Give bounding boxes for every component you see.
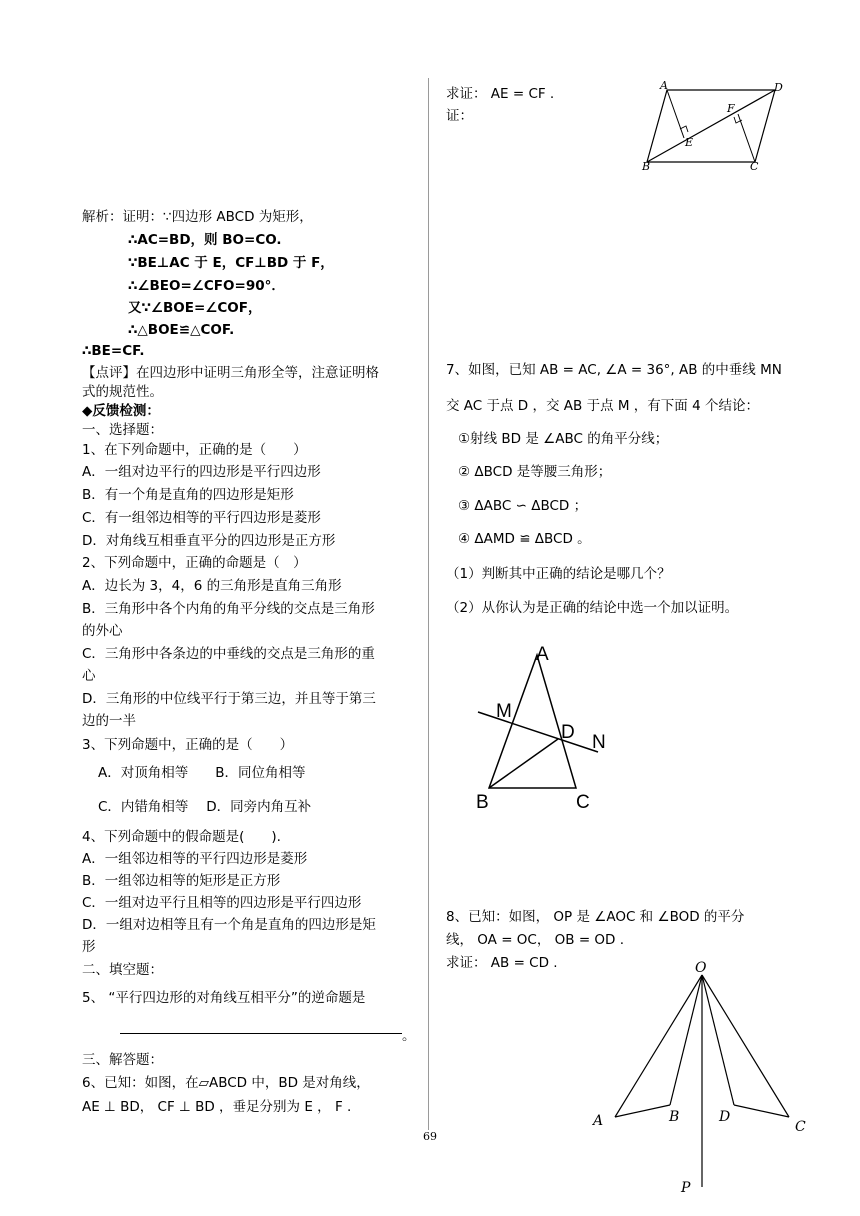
analysis-line-1: 解析：证明：∵四边形 ABCD 为矩形， bbox=[82, 209, 313, 225]
isosceles-triangle-figure bbox=[470, 640, 620, 815]
q3-options-ab: A．对顶角相等 B．同位角相等 bbox=[98, 765, 306, 781]
parallelogram-figure bbox=[640, 80, 785, 170]
q2-stem: 2、下列命题中，正确的命题是（ ） bbox=[82, 555, 307, 571]
fig7-label-m: M bbox=[496, 701, 512, 722]
q7-conclusion-3: ③ ΔABC ∽ ΔBCD ； bbox=[458, 498, 588, 514]
analysis-line-3: ∵BE⊥AC 于 E，CF⊥BD 于 F， bbox=[128, 255, 334, 271]
fig8-label-d: D bbox=[719, 1109, 731, 1125]
fig7-label-b: B bbox=[476, 792, 489, 813]
section-answer-title: 三、解答题： bbox=[82, 1052, 163, 1068]
q4-option-a: A．一组邻边相等的平行四边形是菱形 bbox=[82, 851, 308, 867]
q7-line-1: 7、如图，已知 AB = AC, ∠A = 36°, AB 的中垂线 MN bbox=[446, 362, 782, 378]
analysis-line-6: ∴△BOE≌△COF. bbox=[128, 322, 235, 338]
q3-stem: 3、下列命题中，正确的是（ ） bbox=[82, 737, 294, 753]
page-number: 69 bbox=[423, 1130, 437, 1143]
comment-line-1: 【点评】在四边形中证明三角形全等，注意证明格 bbox=[82, 365, 379, 381]
comment-line-2: 式的规范性。 bbox=[82, 384, 163, 400]
q1-option-b: B．有一个角是直角的四边形是矩形 bbox=[82, 487, 294, 503]
q8-line-1: 8、已知：如图， OP 是 ∠AOC 和 ∠BOD 的平分 bbox=[446, 909, 745, 925]
fig6-label-a: A bbox=[660, 80, 668, 92]
q4-stem: 4、下列命题中的假命题是( ). bbox=[82, 829, 281, 845]
q7-conclusion-4: ④ ΔAMD ≌ ΔBCD 。 bbox=[458, 531, 591, 547]
q7-part-1: （1）判断其中正确的结论是哪几个？ bbox=[446, 566, 671, 582]
q7-conclusion-2: ② ΔBCD 是等腰三角形； bbox=[458, 464, 612, 480]
q1-option-a: A．一组对边平行的四边形是平行四边形 bbox=[82, 464, 321, 480]
feedback-title: ◆反馈检测： bbox=[82, 403, 160, 419]
q7-line-2: 交 AC 于点 D ，交 AB 于点 M ，有下面 4 个结论： bbox=[446, 398, 759, 414]
q6-proof-label: 证： bbox=[446, 108, 473, 124]
fig6-label-f: F bbox=[727, 102, 735, 115]
q5-end-mark: 。 bbox=[402, 1028, 416, 1044]
fig7-label-d: D bbox=[561, 722, 575, 743]
q6-line-2: AE ⊥ BD， CF ⊥ BD ，垂足分别为 E ， F . bbox=[82, 1099, 352, 1115]
q4-option-b: B．一组邻边相等的矩形是正方形 bbox=[82, 873, 281, 889]
fig8-label-a: A bbox=[593, 1113, 604, 1129]
q8-line-3: 求证： AB = CD . bbox=[446, 955, 558, 971]
fig6-label-c: C bbox=[750, 160, 759, 170]
q2-option-c-line1: C．三角形中各条边的中垂线的交点是三角形的重 bbox=[82, 646, 375, 662]
fig8-label-p: P bbox=[681, 1180, 691, 1196]
q3-options-cd: C．内错角相等 D．同旁内角互补 bbox=[98, 799, 312, 815]
q5-stem: 5、 “平行四边形的对角线互相平分”的逆命题是 bbox=[82, 990, 366, 1006]
q4-option-d-line2: 形 bbox=[82, 939, 96, 955]
q2-option-b-line1: B．三角形中各个内角的角平分线的交点是三角形 bbox=[82, 601, 375, 617]
analysis-line-5: 又∵∠BOE=∠COF， bbox=[128, 300, 262, 316]
q1-option-d: D．对角线互相垂直平分的四边形是正方形 bbox=[82, 533, 336, 549]
angle-bisector-figure bbox=[585, 955, 815, 1205]
q5-answer-blank[interactable] bbox=[120, 1033, 402, 1034]
fig6-label-b: B bbox=[642, 160, 651, 170]
fig8-label-c: C bbox=[795, 1119, 806, 1135]
q1-option-c: C．有一组邻边相等的平行四边形是菱形 bbox=[82, 510, 321, 526]
section-fill-title: 二、填空题： bbox=[82, 962, 163, 978]
q1-stem: 1、在下列命题中，正确的是（ ） bbox=[82, 442, 307, 458]
fig6-label-e: E bbox=[685, 136, 694, 149]
q7-conclusion-1: ①射线 BD 是 ∠ABC 的角平分线； bbox=[458, 431, 669, 447]
q4-option-d-line1: D．一组对边相等且有一个角是直角的四边形是矩 bbox=[82, 917, 376, 933]
fig7-label-c: C bbox=[576, 792, 590, 813]
column-divider bbox=[428, 78, 429, 1130]
q6-prove-statement: 求证： AE = CF . bbox=[446, 86, 555, 102]
q2-option-d-line1: D．三角形的中位线平行于第三边，并且等于第三 bbox=[82, 691, 376, 707]
q2-option-d-line2: 边的一半 bbox=[82, 713, 136, 729]
analysis-line-7: ∴BE=CF. bbox=[82, 343, 145, 359]
q4-option-c: C．一组对边平行且相等的四边形是平行四边形 bbox=[82, 895, 362, 911]
fig8-label-b: B bbox=[669, 1109, 680, 1125]
q6-line-1: 6、已知：如图，在▱ABCD 中，BD 是对角线， bbox=[82, 1075, 370, 1091]
q2-option-b-line2: 的外心 bbox=[82, 623, 123, 639]
section-choice-title: 一、选择题： bbox=[82, 422, 163, 438]
fig7-label-a: A bbox=[536, 644, 549, 665]
fig7-label-n: N bbox=[592, 732, 606, 753]
q8-line-2: 线， OA = OC， OB = OD . bbox=[446, 932, 625, 948]
fig6-label-d: D bbox=[774, 81, 783, 94]
q7-part-2: （2）从你认为是正确的结论中选一个加以证明。 bbox=[446, 600, 739, 616]
analysis-line-2: ∴AC=BD，则 BO=CO. bbox=[128, 232, 282, 248]
fig8-label-o: O bbox=[695, 960, 707, 976]
analysis-line-4: ∴∠BEO=∠CFO=90°． bbox=[128, 278, 285, 294]
q2-option-a: A．边长为 3，4，6 的三角形是直角三角形 bbox=[82, 578, 342, 594]
q2-option-c-line2: 心 bbox=[82, 668, 96, 684]
